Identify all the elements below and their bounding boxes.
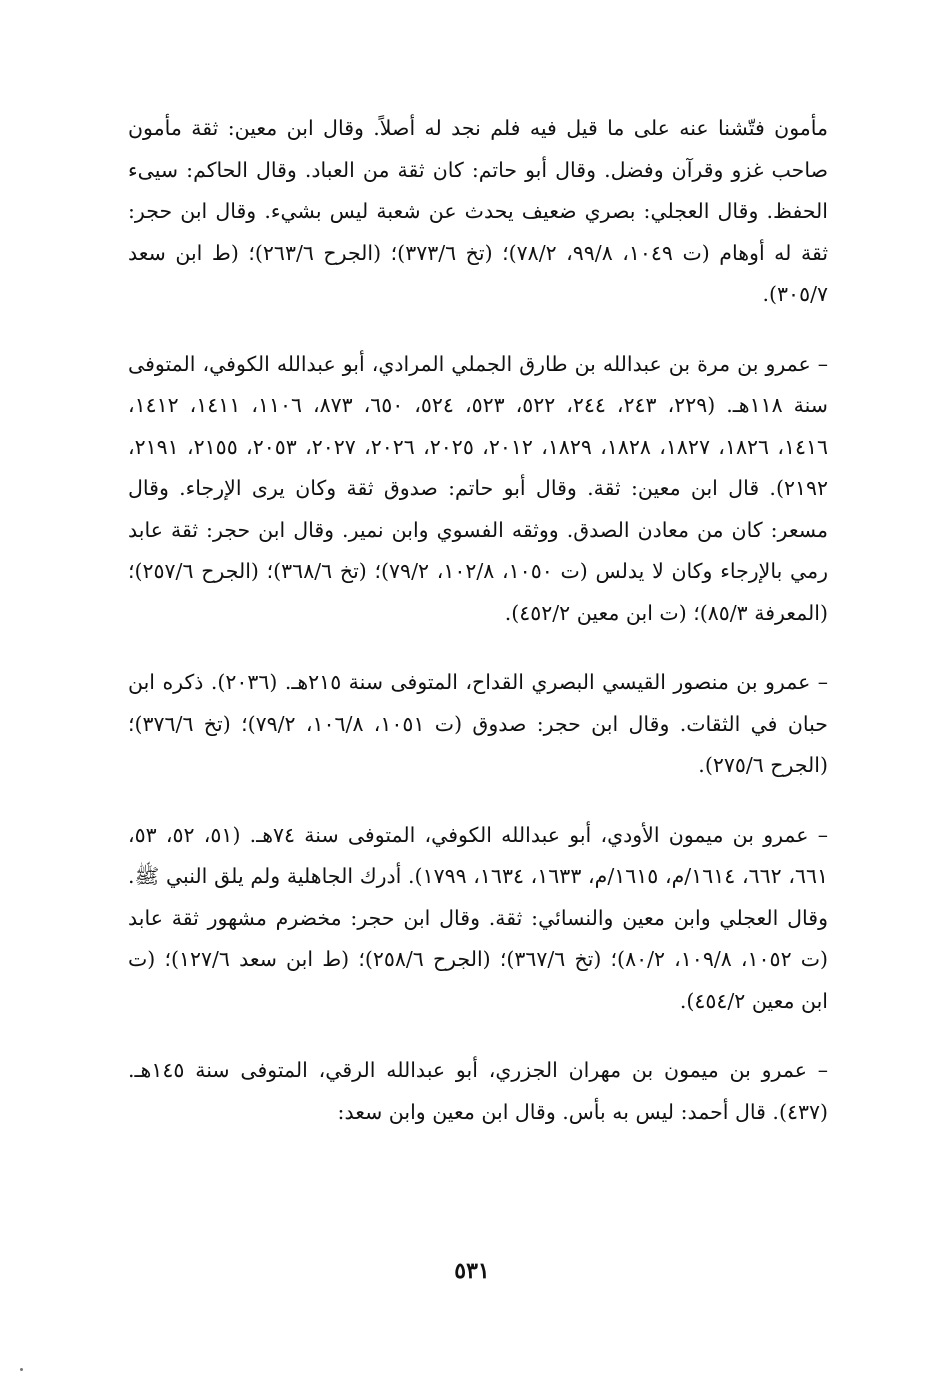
paragraph-1: مأمون فتّشنا عنه على ما قيل فيه فلم نجد له أصلاً. وقال ابن معين: ثقة مأمون صاحب غزو وقرآن وفضل. وقال أبو حاتم: كان ثقة من العباد. وقال الحاكم: سيىء الحفظ. وقال العجلي: بصري ضعيف يحدث عن شعبة ليس بشيء. وقال ابن حجر: ثقة له أوهام (ت ١٠٤٩، ٩٩/٨، ٧٨/٢)؛ (تخ ٣٧٣/٦)؛ (الجرح ٢٦٣/٦)؛ (ط ابن سعد ٣٠٥/٧).	[128, 116, 829, 306]
entry-amr-ibn-mansur: – عمرو بن منصور القيسي البصري القداح، المتوفى سنة ٢١٥هـ. (٢٠٣٦). ذكره ابن حبان في الثقات. وقال ابن حجر: صدوق (ت ١٠٥١، ١٠٦/٨، ٧٩/٢)؛ (تخ ٣٧٦/٦)؛ (الجرح ٢٧٥/٦).	[128, 670, 829, 777]
entry-amr-ibn-maymun-al-awdi: – عمرو بن ميمون الأودي، أبو عبدالله الكوفي، المتوفى سنة ٧٤هـ. (٥١، ٥٢، ٥٣، ٦٦١، ٦٦٢، ١٦١٤/م، ١٦١٥/م، ١٦٣٣، ١٦٣٤، ١٧٩٩). أدرك الجاهلية ولم يلق النبي ﷺ. وقال العجلي وابن معين والنسائي: ثقة. وقال ابن حجر: مخضرم مشهور ثقة عابد (ت ١٠٥٢، ١٠٩/٨، ٨٠/٢)؛ (تخ ٣٦٧/٦)؛ (الجرح ٢٥٨/٦)؛ (ط ابن سعد ١٢٧/٦)؛ (ت ابن معين ٤٥٤/٢).	[128, 822, 829, 1013]
scan-speck	[20, 1368, 23, 1371]
entry-amr-ibn-maymun-ibn-mihran: – عمرو بن ميمون بن مهران الجزري، أبو عبدالله الرقي، المتوفى سنة ١٤٥هـ. (٤٣٧). قال أحمد: ليس به بأس. وقال ابن معين وابن سعد:	[128, 1058, 828, 1124]
page-body	[128, 108, 828, 1358]
page-number: ٥٣١	[454, 1258, 490, 1284]
entry-amr-ibn-murra: – عمرو بن مرة بن عبدالله بن طارق الجملي المرادي، أبو عبدالله الكوفي، المتوفى سنة ١١٨هـ. (٢٢٩، ٢٤٣، ٢٤٤، ٥٢٢، ٥٢٣، ٥٢٤، ٦٥٠، ٨٧٣، ١١٠٦، ١٤١١، ١٤١٢، ١٤١٦، ١٨٢٦، ١٨٢٧، ١٨٢٨، ١٨٢٩، ٢٠١٢، ٢٠٢٥، ٢٠٢٦، ٢٠٢٧، ٢٠٥٣، ٢١٥٥، ٢١٩١، ٢١٩٢). قال ابن معين: ثقة. وقال أبو حاتم: صدوق ثقة وكان يرى الإرجاء. وقال مسعر: كان من معادن الصدق. ووثقه الفسوي وابن نمير. وقال ابن حجر: ثقة عابد رمي بالإرجاء وكان لا يدلس (ت ١٠٥٠، ١٠٢/٨، ٧٩/٢)؛ (تخ ٣٦٨/٦)؛ (الجرح ٢٥٧/٦)؛ (المعرفة ٨٥/٣)؛ (ت ابن معين ٤٥٢/٢).	[128, 351, 829, 625]
